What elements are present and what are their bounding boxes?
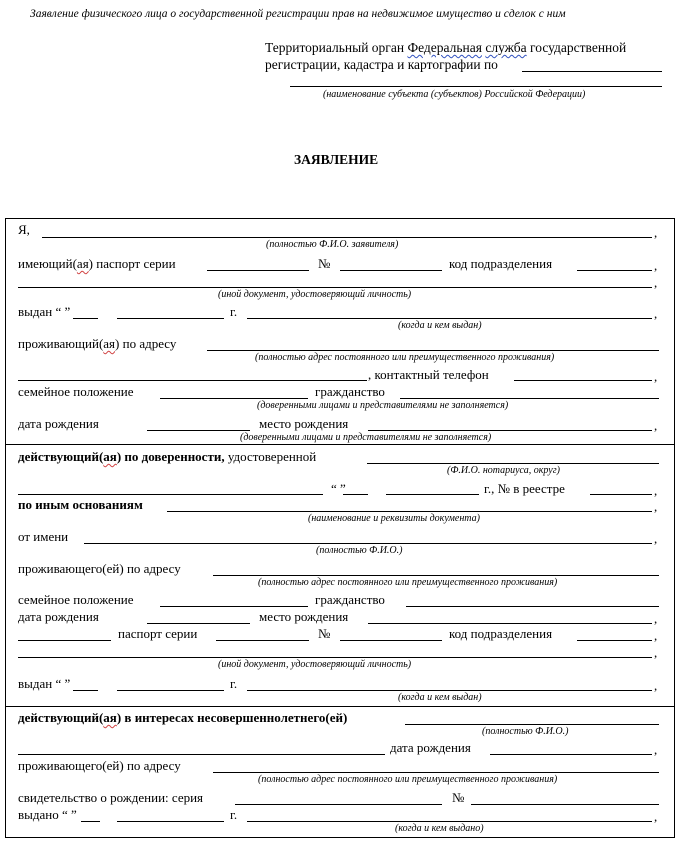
- form-header: Заявление физического лица о государственной регистрации прав на недвижимое имущество и сделок с ним: [30, 8, 566, 20]
- address-field-2[interactable]: [18, 380, 367, 381]
- caption-applicant-fio: (полностью Ф.И.О. заявителя): [266, 239, 399, 250]
- label-living-a: проживающий(: [18, 336, 104, 351]
- caption-doc-name: (наименование и реквизиты документа): [308, 513, 480, 524]
- issued-by-field-s2[interactable]: [247, 690, 652, 691]
- issued-month-field-s2[interactable]: [117, 690, 224, 691]
- comma: ,: [654, 809, 658, 824]
- comma: ,: [654, 645, 658, 660]
- label-acting-proxy: [18, 449, 316, 464]
- issued-day-field[interactable]: [73, 318, 98, 319]
- section-divider-1: [5, 444, 675, 445]
- caption-region: (наименование субъекта (субъектов) Российской Федерации): [323, 89, 586, 100]
- label-other-grounds: по иным основаниям: [18, 497, 143, 512]
- label-birthplace: место рождения: [259, 416, 349, 431]
- label-acting-proxy-c: ) по доверенности,: [116, 449, 225, 464]
- birthdate-field-s2[interactable]: [147, 623, 250, 624]
- addressee-line1: [265, 40, 626, 55]
- cert-day-field[interactable]: [81, 821, 100, 822]
- comma: ,: [654, 258, 658, 273]
- label-issued-2: выдан “ ”: [18, 676, 71, 691]
- notary-field-2[interactable]: [18, 494, 323, 495]
- label-acting-proxy-a: действующий(: [18, 449, 104, 464]
- other-doc-field-s2[interactable]: [18, 657, 652, 658]
- caption-other-doc-s2: (иной документ, удостоверяющий личность): [218, 659, 412, 670]
- caption-issued-s3: (когда и кем выдано): [395, 823, 484, 834]
- addressee-line1-c: служба: [485, 40, 527, 55]
- proxy-day-field[interactable]: [343, 494, 368, 495]
- proxy-month-field[interactable]: [386, 494, 479, 495]
- label-behalf: от имени: [18, 529, 69, 544]
- label-birthdate: дата рождения: [18, 416, 99, 431]
- caption-other-doc: (иной документ, удостоверяющий личность): [218, 289, 412, 300]
- form-box: [5, 218, 675, 838]
- division-code-field-s2[interactable]: [577, 640, 652, 641]
- comma: ,: [654, 611, 658, 626]
- family-status-field[interactable]: [160, 398, 308, 399]
- other-grounds-field[interactable]: [167, 511, 652, 512]
- notary-field[interactable]: [367, 463, 659, 464]
- label-code-2: код подразделения: [449, 626, 553, 641]
- label-num-2: №: [318, 626, 331, 641]
- label-birthdate-3: дата рождения: [390, 740, 471, 755]
- label-birthdate-2: дата рождения: [18, 609, 99, 624]
- caption-address-s3: (полностью адрес постоянного или преимущественного проживания): [258, 774, 558, 785]
- comma: ,: [654, 483, 658, 498]
- family-status-field-s2[interactable]: [160, 606, 308, 607]
- page-title: ЗАЯВЛЕНИЕ: [294, 152, 379, 167]
- label-birthplace-2: место рождения: [259, 609, 349, 624]
- issued-by-field[interactable]: [247, 318, 652, 319]
- addressee-line1-d: государственной: [530, 40, 627, 55]
- applicant-fio-field[interactable]: [42, 237, 652, 238]
- label-citizen: гражданство: [315, 384, 385, 399]
- phone-field[interactable]: [514, 380, 652, 381]
- label-family-2: семейное положение: [18, 592, 134, 607]
- caption-issued-s2: (когда и кем выдан): [398, 692, 482, 703]
- label-acting-minor: [18, 710, 347, 725]
- caption-address: (полностью адрес постоянного или преимущественного проживания): [255, 352, 555, 363]
- behalf-fio-field[interactable]: [84, 543, 652, 544]
- birthplace-field[interactable]: [368, 430, 652, 431]
- passport-number-field[interactable]: [340, 270, 442, 271]
- citizenship-field[interactable]: [400, 398, 659, 399]
- other-doc-field[interactable]: [18, 287, 652, 288]
- cert-number-field[interactable]: [471, 804, 659, 805]
- label-passport: [18, 256, 176, 271]
- address-field-s2[interactable]: [213, 575, 659, 576]
- label-living: [18, 336, 176, 351]
- label-registry: г., № в реестре: [484, 481, 565, 496]
- addressee-line2: регистрации, кадастра и картографии по: [265, 57, 498, 72]
- label-acting-minor-a: действующий(: [18, 710, 104, 725]
- registry-number-field[interactable]: [590, 494, 652, 495]
- label-ya: Я,: [18, 222, 30, 237]
- birthplace-field-s2-2[interactable]: [18, 640, 111, 641]
- label-living-2: проживающего(ей) по адресу: [18, 561, 181, 576]
- comma: ,: [654, 306, 658, 321]
- label-passport-b: ая: [76, 256, 89, 271]
- region-field[interactable]: [522, 71, 662, 72]
- label-num-3: №: [452, 790, 465, 805]
- comma: ,: [654, 499, 658, 514]
- minor-fio-field-2[interactable]: [18, 754, 385, 755]
- caption-issued: (когда и кем выдан): [398, 320, 482, 331]
- minor-birthdate-field[interactable]: [490, 754, 652, 755]
- label-acting-proxy-b: ая: [103, 449, 117, 464]
- label-living-3: проживающего(ей) по адресу: [18, 758, 181, 773]
- passport-series-field-s2[interactable]: [216, 640, 309, 641]
- issued-day-field-s2[interactable]: [73, 690, 98, 691]
- caption-notary: (Ф.И.О. нотариуса, округ): [447, 465, 560, 476]
- label-issued-3: выдано “ ”: [18, 807, 77, 822]
- division-code-field[interactable]: [577, 270, 652, 271]
- label-acting-proxy-d: удостоверенной: [224, 449, 317, 464]
- birthplace-field-s2[interactable]: [368, 623, 652, 624]
- label-acting-minor-b: ая: [103, 710, 117, 725]
- comma: ,: [654, 275, 658, 290]
- section-divider-2: [5, 706, 675, 707]
- addressee-line1-a: Территориальный орган: [265, 40, 405, 55]
- addressee-line1-b: Федеральная: [407, 40, 482, 55]
- caption-trustee: (доверенными лицами и представителями не заполняется): [257, 400, 509, 411]
- label-passport-a: имеющий(: [18, 256, 77, 271]
- passport-number-field-s2[interactable]: [340, 640, 442, 641]
- comma: ,: [654, 531, 658, 546]
- cert-issued-by-field[interactable]: [247, 821, 652, 822]
- cert-series-field[interactable]: [235, 804, 442, 805]
- issued-month-field[interactable]: [117, 318, 224, 319]
- label-cert: свидетельство о рождении: серия: [18, 790, 204, 805]
- label-g-2: г.: [230, 676, 238, 691]
- minor-fio-field[interactable]: [405, 724, 659, 725]
- comma: ,: [654, 678, 658, 693]
- label-quote: “ ”: [331, 481, 346, 496]
- caption-trustee: (доверенными лицами и представителями не заполняется): [240, 432, 492, 443]
- label-code: код подразделения: [449, 256, 553, 271]
- label-phone: , контактный телефон: [368, 367, 489, 382]
- comma: ,: [654, 742, 658, 757]
- label-passport-2: паспорт серии: [118, 626, 198, 641]
- passport-series-field[interactable]: [207, 270, 309, 271]
- label-citizen-2: гражданство: [315, 592, 385, 607]
- label-num: №: [318, 256, 331, 271]
- birthdate-field[interactable]: [147, 430, 250, 431]
- label-family: семейное положение: [18, 384, 134, 399]
- caption-minor-fio: (полностью Ф.И.О.): [482, 726, 569, 737]
- comma: ,: [654, 628, 658, 643]
- citizenship-field-s2[interactable]: [406, 606, 659, 607]
- label-living-c: ) по адресу: [115, 336, 177, 351]
- label-living-b: ая: [103, 336, 116, 351]
- address-field[interactable]: [207, 350, 659, 351]
- comma: ,: [654, 369, 658, 384]
- caption-address-s2: (полностью адрес постоянного или преимущественного проживания): [258, 577, 558, 588]
- label-g-3: г.: [230, 807, 238, 822]
- label-passport-c: ) паспорт серии: [88, 256, 176, 271]
- comma: ,: [654, 225, 658, 240]
- minor-address-field[interactable]: [213, 772, 659, 773]
- region-field-2[interactable]: [290, 86, 662, 87]
- comma: ,: [654, 418, 658, 433]
- label-g: г.: [230, 304, 238, 319]
- caption-fio: (полностью Ф.И.О.): [316, 545, 403, 556]
- label-acting-minor-c: ) в интересах несовершеннолетнего(ей): [116, 710, 348, 725]
- cert-month-field[interactable]: [117, 821, 224, 822]
- label-issued: выдан “ ”: [18, 304, 71, 319]
